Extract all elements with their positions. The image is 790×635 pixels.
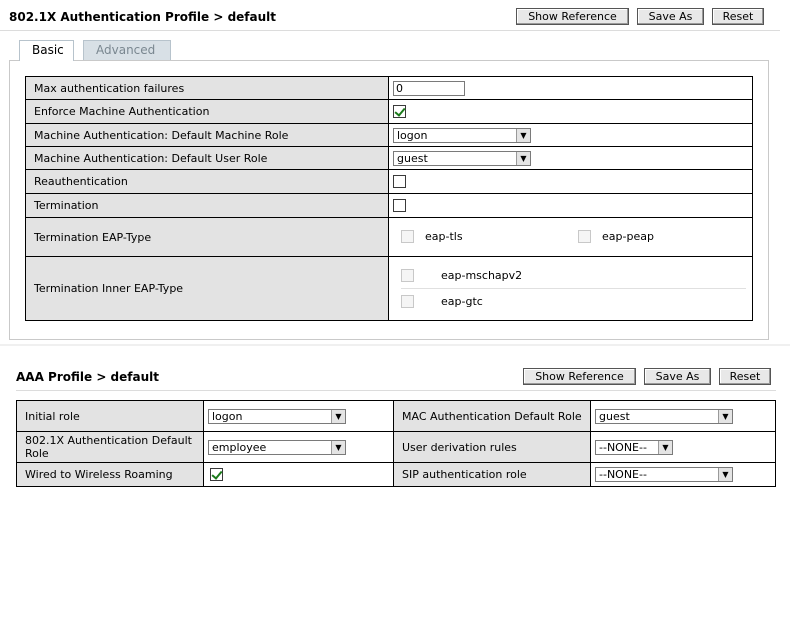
- table-row: [26, 147, 753, 170]
- initial-role-value: logon: [212, 409, 243, 423]
- termination-inner-eap-type-label: Termination Inner EAP-Type: [26, 257, 389, 321]
- table-row: [26, 257, 753, 321]
- machine-default-machine-role-value: logon: [397, 128, 428, 142]
- table-row: [26, 194, 753, 218]
- eap-mschapv2-label: eap-mschapv2: [441, 268, 523, 282]
- eap-gtc-checkbox[interactable]: [401, 295, 414, 308]
- mac-auth-default-role-label: MAC Authentication Default Role: [394, 401, 591, 432]
- machine-default-machine-role-label: Machine Authentication: Default Machine Role: [26, 124, 389, 147]
- machine-default-machine-role-select[interactable]: [393, 128, 531, 143]
- dot1x-reset-button[interactable]: Reset: [712, 8, 764, 25]
- table-row: [17, 432, 776, 463]
- chevron-down-icon[interactable]: ▼: [718, 468, 732, 481]
- eap-peap-checkbox[interactable]: [578, 230, 591, 243]
- chevron-down-icon[interactable]: ▼: [516, 152, 530, 165]
- chevron-down-icon[interactable]: ▼: [658, 441, 672, 454]
- dot1x-default-role-select[interactable]: [208, 440, 346, 455]
- machine-default-user-role-value: guest: [397, 151, 428, 165]
- eap-tls-label: eap-tls: [425, 230, 463, 243]
- table-row: [26, 218, 753, 257]
- reauthentication-label: Reauthentication: [26, 170, 389, 194]
- sip-auth-role-value: --NONE--: [599, 468, 647, 481]
- aaa-title-divider: [16, 390, 776, 391]
- dot1x-save-as-button[interactable]: Save As: [637, 8, 704, 25]
- table-row: [26, 170, 753, 194]
- aaa-profile-title: AAA Profile > default: [16, 370, 159, 384]
- tab-advanced[interactable]: Advanced: [83, 40, 171, 61]
- termination-eap-type-label: Termination EAP-Type: [26, 218, 389, 257]
- dot1x-title-divider: [0, 30, 780, 31]
- machine-default-user-role-select[interactable]: [393, 151, 531, 166]
- termination-label: Termination: [26, 194, 389, 218]
- max-auth-failures-label: Max authentication failures: [26, 77, 389, 100]
- dot1x-default-role-value: employee: [212, 440, 267, 454]
- dot1x-default-role-label: 802.1X Authentication Default Role: [17, 432, 204, 463]
- eap-tls-checkbox[interactable]: [401, 230, 414, 243]
- table-row: [17, 463, 776, 487]
- enforce-machine-auth-checkbox[interactable]: [393, 105, 406, 118]
- eap-gtc-label: eap-gtc: [441, 294, 483, 308]
- reauthentication-checkbox[interactable]: [393, 175, 406, 188]
- dot1x-show-reference-button[interactable]: Show Reference: [516, 8, 629, 25]
- eap-mschapv2-checkbox[interactable]: [401, 269, 414, 282]
- chevron-down-icon[interactable]: ▼: [718, 410, 732, 423]
- user-derivation-rules-value: --NONE--: [599, 440, 647, 454]
- enforce-machine-auth-label: Enforce Machine Authentication: [26, 100, 389, 124]
- section-divider: [0, 344, 790, 346]
- sip-auth-role-select[interactable]: [595, 467, 733, 482]
- table-row: [17, 401, 776, 432]
- initial-role-label: Initial role: [17, 401, 204, 432]
- eap-peap-label: eap-peap: [602, 230, 654, 243]
- aaa-reset-button[interactable]: Reset: [719, 368, 771, 385]
- initial-role-select[interactable]: [208, 409, 346, 424]
- aaa-save-as-button[interactable]: Save As: [644, 368, 711, 385]
- aaa-show-reference-button[interactable]: Show Reference: [523, 368, 636, 385]
- wired-to-wireless-roaming-label: Wired to Wireless Roaming: [17, 463, 204, 487]
- table-row: [26, 100, 753, 124]
- mac-auth-default-role-value: guest: [599, 409, 630, 423]
- chevron-down-icon[interactable]: ▼: [331, 441, 345, 454]
- user-derivation-rules-label: User derivation rules: [394, 432, 591, 463]
- sip-auth-role-label: SIP authentication role: [394, 463, 591, 487]
- aaa-settings-table: [16, 400, 776, 487]
- chevron-down-icon[interactable]: ▼: [516, 129, 530, 142]
- max-auth-failures-input[interactable]: [393, 81, 465, 96]
- wired-to-wireless-roaming-checkbox[interactable]: [210, 468, 223, 481]
- user-derivation-rules-select[interactable]: [595, 440, 673, 455]
- mac-auth-default-role-select[interactable]: [595, 409, 733, 424]
- table-row: [26, 124, 753, 147]
- inner-eap-divider: [401, 288, 746, 289]
- table-row: [26, 77, 753, 100]
- chevron-down-icon[interactable]: ▼: [331, 410, 345, 423]
- aaa-profile-section: [0, 355, 790, 495]
- machine-default-user-role-label: Machine Authentication: Default User Role: [26, 147, 389, 170]
- tab-basic[interactable]: Basic: [19, 40, 74, 61]
- dot1x-profile-title: 802.1X Authentication Profile > default: [9, 10, 277, 24]
- dot1x-settings-table: [25, 76, 753, 321]
- termination-checkbox[interactable]: [393, 199, 406, 212]
